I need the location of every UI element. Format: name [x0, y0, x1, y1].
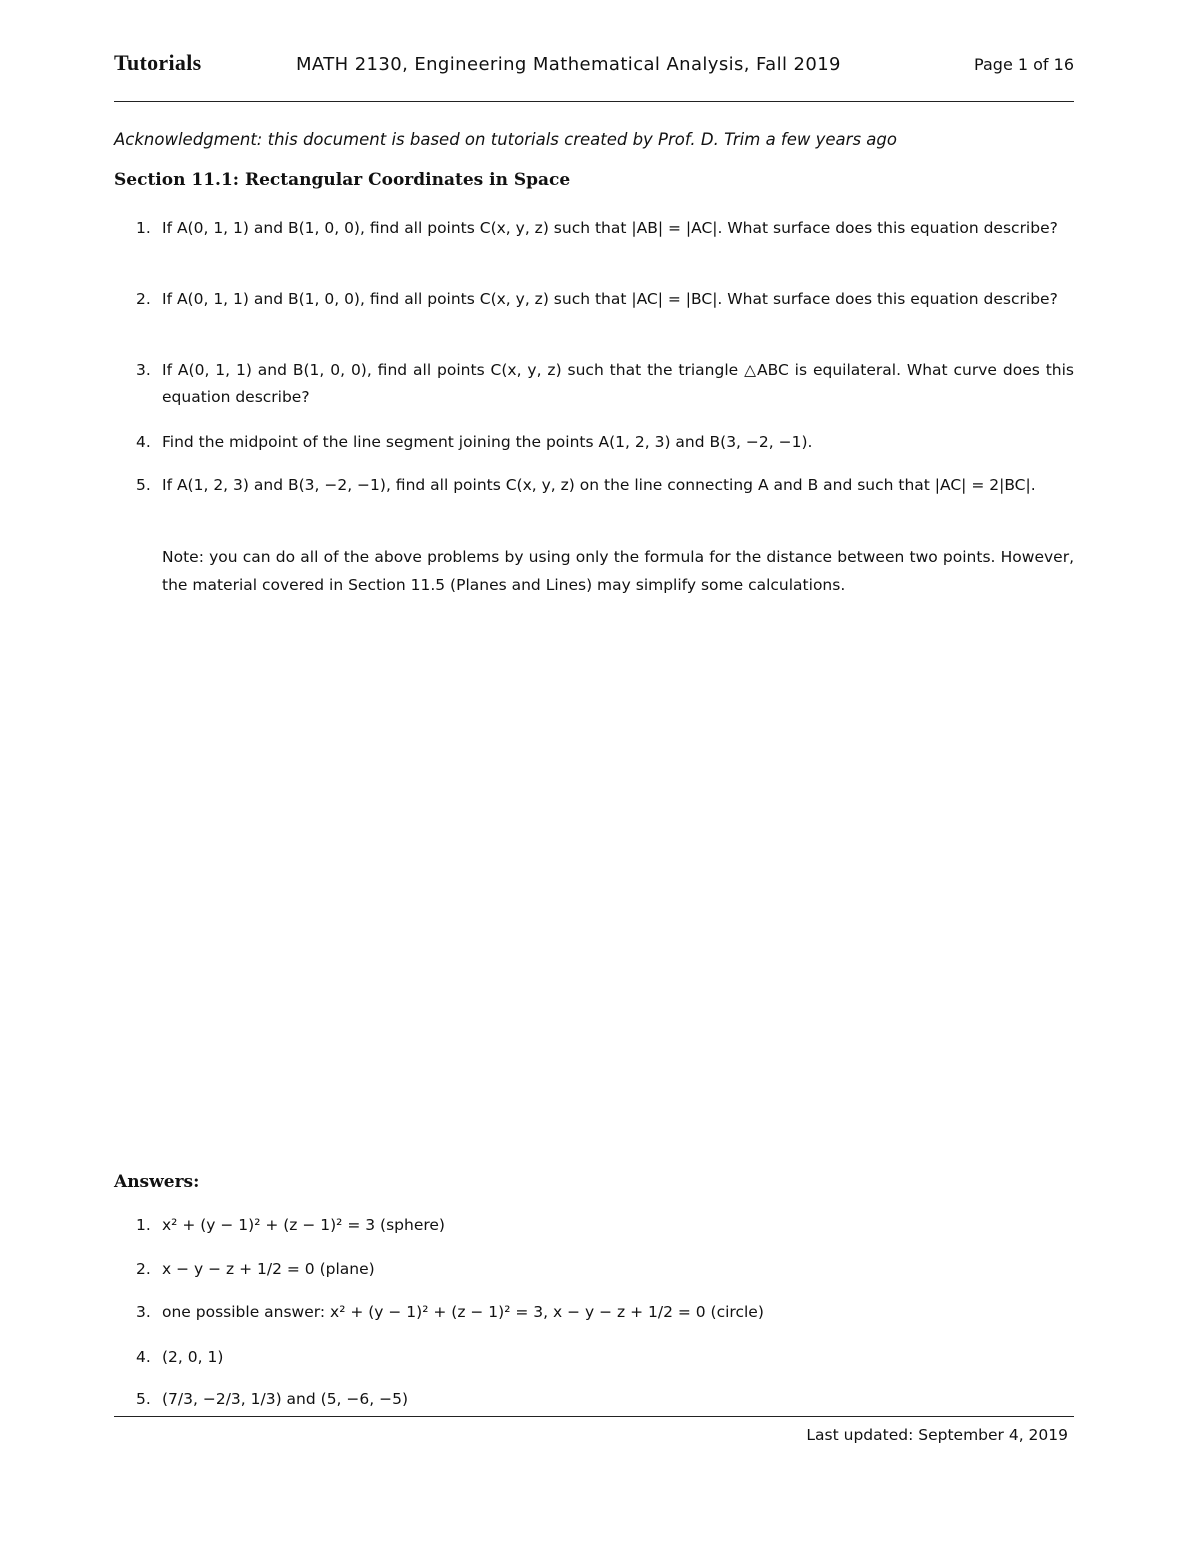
answer-text: x² + (y − 1)² + (z − 1)² = 3 (sphere): [162, 1216, 445, 1234]
answer-text: (7/3, −2/3, 1/3) and (5, −6, −5): [162, 1390, 409, 1408]
header-course: MATH 2130, Engineering Mathematical Analysis, Fall 2019: [296, 54, 841, 75]
answer-number: 5.: [136, 1390, 151, 1408]
section-title: Section 11.1: Rectangular Coordinates in Space: [114, 170, 571, 190]
answer-number: 3.: [136, 1303, 151, 1321]
page-header: [114, 48, 1074, 82]
header-page-number: Page 1 of 16: [974, 55, 1074, 74]
answer-text: x − y − z + 1/2 = 0 (plane): [162, 1260, 375, 1278]
problem-number: 2.: [136, 290, 151, 308]
footer-divider: [114, 1416, 1074, 1417]
problem-text: If A(0, 1, 1) and B(1, 0, 0), find all points C(x, y, z) such that |AC| = |BC|. What surface does this equation describe?: [162, 290, 1058, 308]
problem-number: 1.: [136, 219, 151, 237]
problem-text: If A(0, 1, 1) and B(1, 0, 0), find all points C(x, y, z) such that the triangle △ABC is equilateral. What curve does this equation describe?: [162, 361, 1074, 406]
answer-number: 1.: [136, 1216, 151, 1234]
last-updated: Last updated: September 4, 2019: [806, 1426, 1068, 1444]
problem-number: 5.: [136, 476, 151, 494]
problem-number: 4.: [136, 433, 151, 451]
answer-text: (2, 0, 1): [162, 1348, 224, 1366]
header-title: Tutorials: [114, 50, 202, 75]
problem-text: If A(0, 1, 1) and B(1, 0, 0), find all points C(x, y, z) such that |AB| = |AC|. What surface does this equation describe?: [162, 219, 1058, 237]
answers-title: Answers:: [114, 1172, 200, 1192]
document-page: [114, 0, 1074, 1553]
answer-text: one possible answer: x² + (y − 1)² + (z − 1)² = 3, x − y − z + 1/2 = 0 (circle): [162, 1303, 764, 1321]
note-paragraph: Note: you can do all of the above problems by using only the formula for the distance between two points. However, the material covered in Section 11.5 (Planes and Lines) may simplify some calculations.: [162, 548, 1074, 594]
problem-number: 3.: [136, 361, 151, 379]
header-divider: [114, 101, 1074, 102]
answer-number: 2.: [136, 1260, 151, 1278]
answer-number: 4.: [136, 1348, 151, 1366]
problem-text: If A(1, 2, 3) and B(3, −2, −1), find all points C(x, y, z) on the line connecting A and B and such that |AC| = 2|BC|.: [162, 476, 1036, 494]
acknowledgment: Acknowledgment: this document is based on tutorials created by Prof. D. Trim a few years ago: [114, 130, 897, 149]
problem-text: Find the midpoint of the line segment joining the points A(1, 2, 3) and B(3, −2, −1).: [162, 433, 813, 451]
